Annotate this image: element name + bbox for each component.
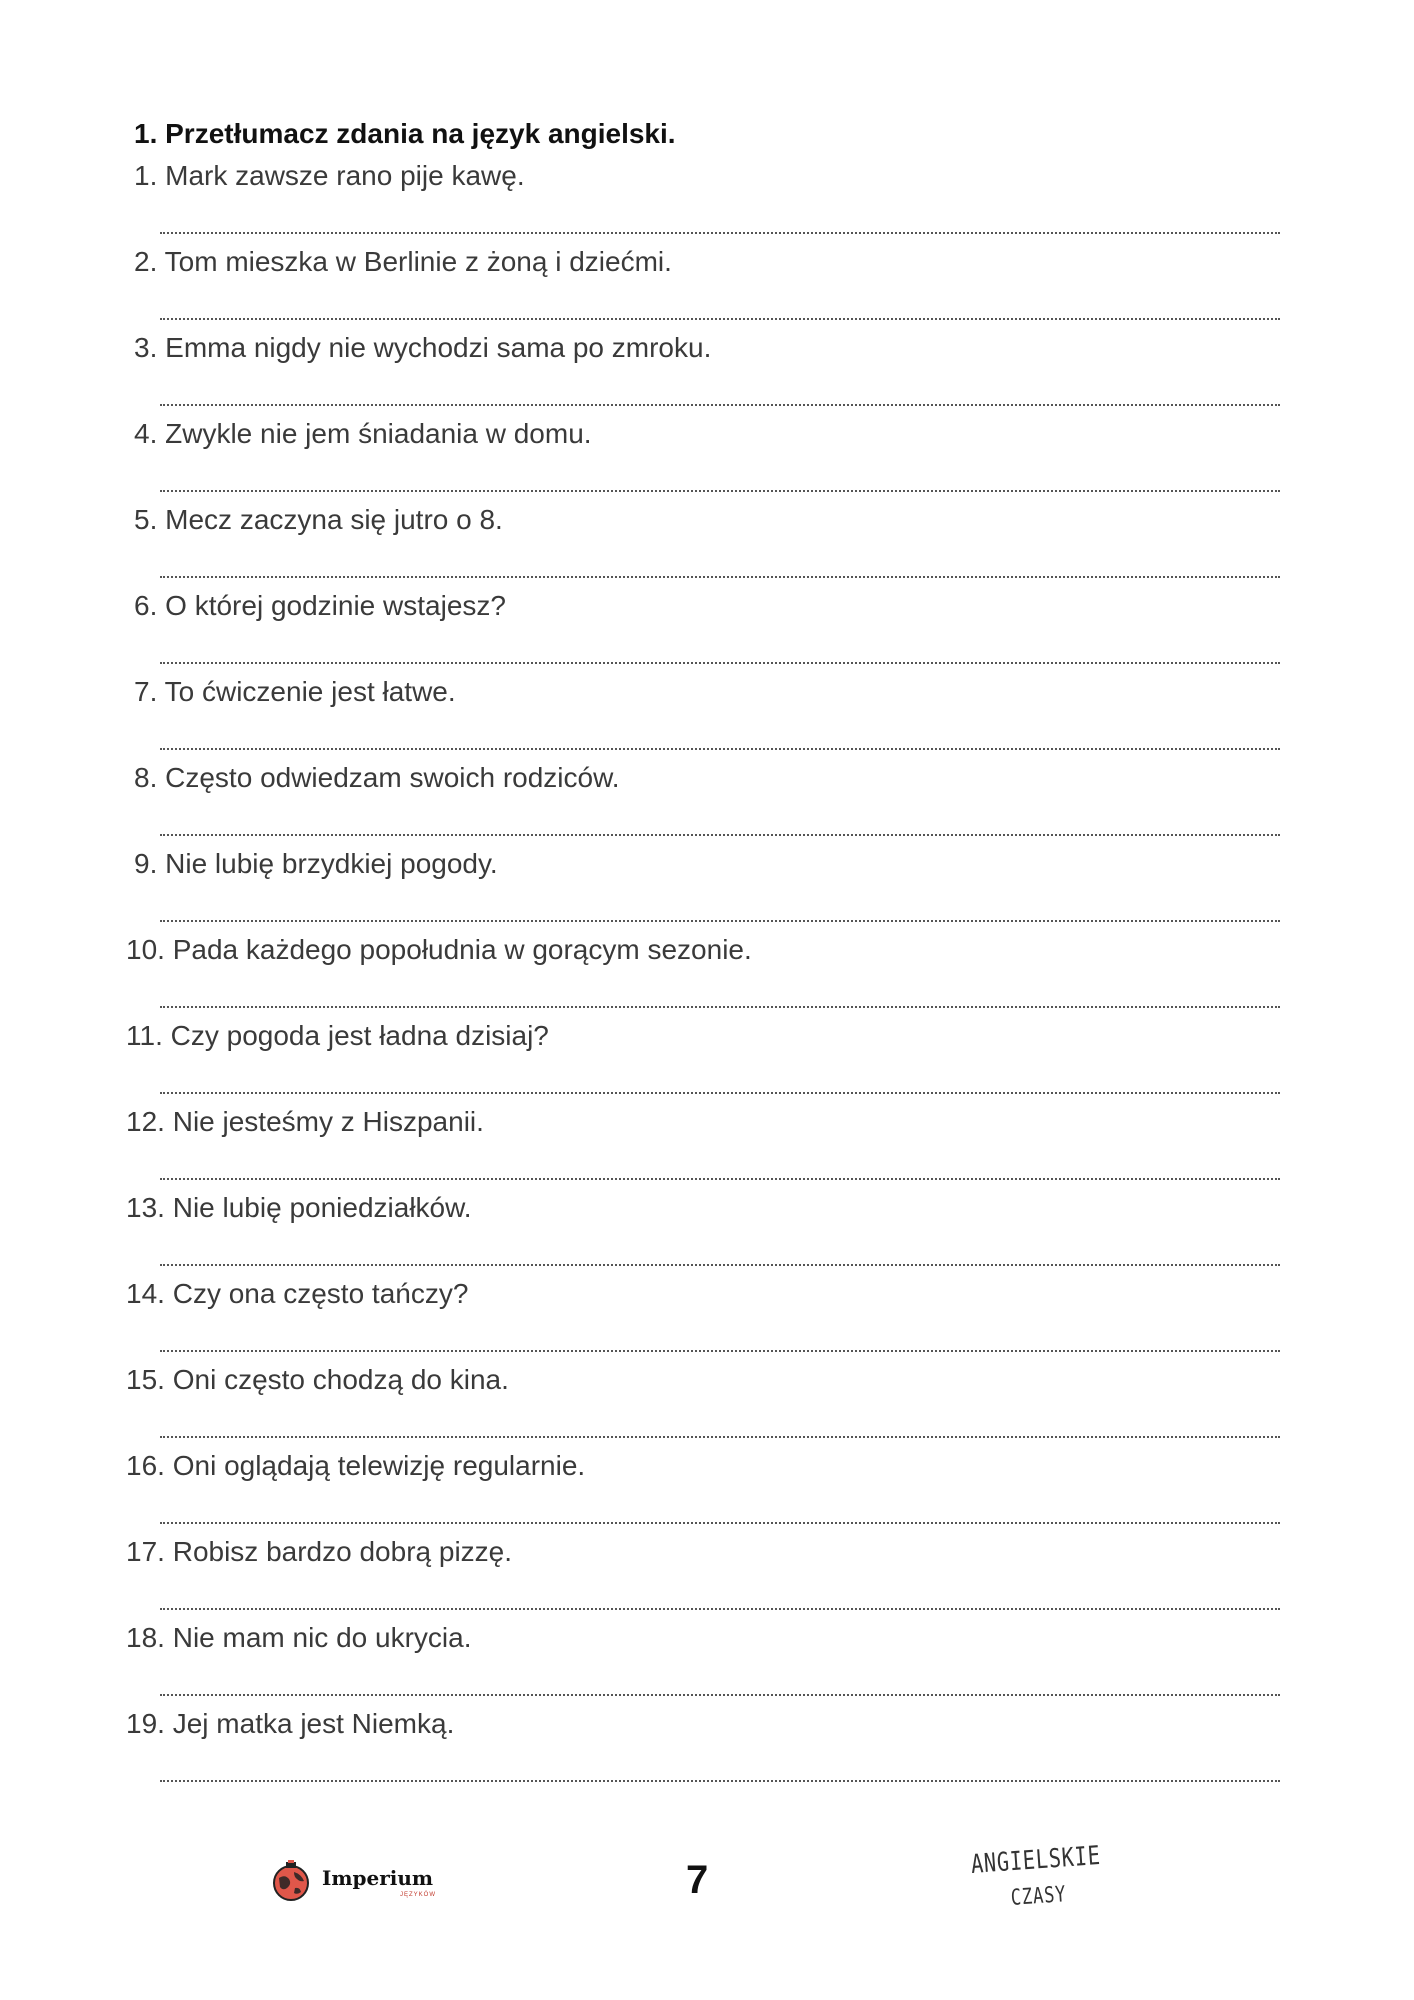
item-number: 7. [134,676,158,707]
imperium-logo [270,1852,470,1908]
item-number: 2. [134,246,158,277]
exercise-sentence [134,762,620,794]
exercise-sentence [126,1622,471,1654]
sentence-text: Oni często chodzą do kina. [172,1364,509,1395]
answer-line[interactable] [160,576,1280,578]
item-number: 14. [126,1278,165,1309]
answer-line[interactable] [160,490,1280,492]
brand-line-2: CZASY [1010,1882,1068,1911]
exercise-sentence [126,1106,484,1138]
exercise-sentence [134,676,456,708]
answer-line[interactable] [160,1006,1280,1008]
sentence-text: To ćwiczenie jest łatwe. [164,676,456,707]
answer-line[interactable] [160,1694,1280,1696]
brand-line-1: ANGIELSKIE [970,1840,1102,1880]
sentence-text: Oni oglądają telewizję regularnie. [172,1450,586,1481]
answer-line[interactable] [160,920,1280,922]
exercise-sentence [126,1708,454,1740]
sentence-text: Czy pogoda jest ładna dzisiaj? [170,1020,549,1051]
exercise-sentence [134,590,506,622]
exercise-sentence [126,1278,468,1310]
item-number: 8. [134,762,158,793]
sentence-text: Mecz zaczyna się jutro o 8. [165,504,503,535]
exercise-sentence [134,160,525,192]
item-number: 18. [126,1622,165,1653]
answer-line[interactable] [160,834,1280,836]
item-number: 3. [134,332,158,363]
sentence-text: Tom mieszka w Berlinie z żoną i dziećmi. [164,246,672,277]
exercise-heading: 1. Przetłumacz zdania na język angielski. [134,118,676,149]
exercise-sentence [134,504,503,536]
item-number: 5. [134,504,158,535]
answer-line[interactable] [160,1092,1280,1094]
answer-line[interactable] [160,1178,1280,1180]
sentence-text: Nie lubię poniedziałków. [172,1192,472,1223]
sentence-text: Pada każdego popołudnia w gorącym sezonie. [172,934,752,965]
item-number: 16. [126,1450,165,1481]
answer-line[interactable] [160,1350,1280,1352]
answer-line[interactable] [160,1436,1280,1438]
answer-line[interactable] [160,1522,1280,1524]
item-number: 11. [126,1020,163,1051]
logo-name: Imperium [322,1866,434,1890]
answer-line[interactable] [160,748,1280,750]
exercise-sentence [134,848,498,880]
exercise-sentence [126,1364,509,1396]
sentence-text: Nie jesteśmy z Hiszpanii. [172,1106,484,1137]
item-number: 10. [126,934,165,965]
item-number: 17. [126,1536,165,1567]
exercise-sentence [126,1192,472,1224]
answer-line[interactable] [160,1608,1280,1610]
item-number: 12. [126,1106,165,1137]
sentence-text: Nie lubię brzydkiej pogody. [165,848,498,879]
globe-icon [270,1860,312,1902]
exercise-sentence [134,332,711,364]
item-number: 1. [134,160,158,191]
answer-line[interactable] [160,318,1280,320]
exercise-sentence [126,1536,512,1568]
sentence-text: Mark zawsze rano pije kawę. [165,160,525,191]
brand-mark [960,1842,1110,1922]
item-number: 6. [134,590,158,621]
logo-subtitle: JĘZYKÓW [400,1892,437,1898]
exercise-sentence [134,246,672,278]
answer-line[interactable] [160,662,1280,664]
answer-line[interactable] [160,1264,1280,1266]
answer-line[interactable] [160,404,1280,406]
sentence-text: Zwykle nie jem śniadania w domu. [165,418,592,449]
sentence-text: Nie mam nic do ukrycia. [172,1622,472,1653]
sentence-text: Jej matka jest Niemką. [172,1708,455,1739]
page-number: 7 [686,1858,709,1902]
exercise-sentence [126,934,752,966]
exercise-sentence [126,1450,585,1482]
answer-line[interactable] [160,1780,1280,1782]
sentence-text: O której godzinie wstajesz? [165,590,506,621]
sentence-text: Robisz bardzo dobrą pizzę. [172,1536,513,1567]
answer-line[interactable] [160,232,1280,234]
item-number: 19. [126,1708,165,1739]
sentence-text: Czy ona często tańczy? [172,1278,469,1309]
exercise-sentence [134,418,592,450]
item-number: 13. [126,1192,165,1223]
exercise-sentence [126,1020,549,1052]
sentence-text: Emma nigdy nie wychodzi sama po zmroku. [165,332,712,363]
item-number: 9. [134,848,158,879]
item-number: 15. [126,1364,165,1395]
sentence-text: Często odwiedzam swoich rodziców. [165,762,620,793]
item-number: 4. [134,418,158,449]
